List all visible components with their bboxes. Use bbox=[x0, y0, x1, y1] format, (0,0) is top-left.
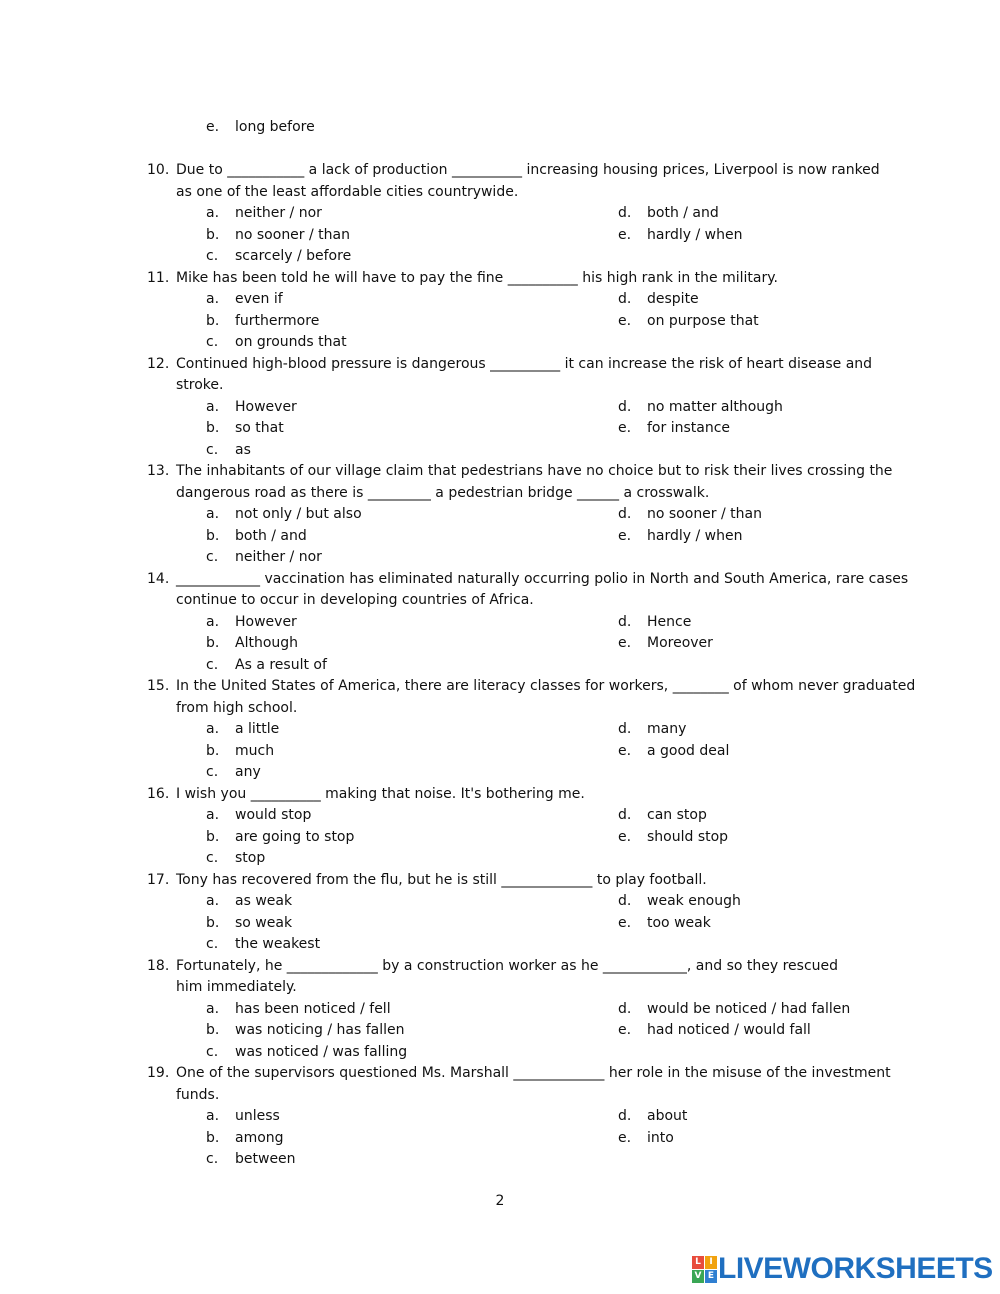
option-text: has been noticed / fell bbox=[235, 1000, 391, 1017]
option-letter: a. bbox=[206, 506, 220, 522]
option-letter: b. bbox=[206, 742, 220, 759]
option-letter: d. bbox=[618, 506, 632, 522]
option-text: the weakest bbox=[235, 936, 321, 952]
option-letter: a. bbox=[206, 1108, 220, 1124]
option-text: many bbox=[647, 721, 687, 737]
logo-block: E bbox=[705, 1270, 717, 1283]
option-text: as weak bbox=[235, 893, 293, 909]
option-letter: c. bbox=[206, 1043, 219, 1060]
option-letter: e. bbox=[618, 828, 632, 845]
option-text: even if bbox=[235, 291, 283, 307]
option-text: so that bbox=[235, 420, 284, 436]
option-text: no matter although bbox=[647, 398, 783, 415]
option-letter: d. bbox=[618, 613, 632, 630]
option-letter: b. bbox=[206, 527, 220, 544]
option-letter: d. bbox=[618, 721, 632, 737]
question-number: 16. bbox=[147, 785, 170, 802]
option-letter: a. bbox=[206, 205, 220, 221]
option-letter: a. bbox=[206, 721, 220, 737]
question-text: funds. bbox=[176, 1086, 220, 1103]
option-text: was noticed / was falling bbox=[235, 1043, 408, 1060]
question-text: I wish you __________ making that noise. It's bothering me. bbox=[176, 785, 585, 802]
option-letter: e. bbox=[618, 1022, 632, 1038]
option-text: unless bbox=[235, 1108, 280, 1124]
question-text: In the United States of America, there are literacy classes for workers, ________ of whom never graduated bbox=[176, 678, 916, 694]
question-text: ____________ vaccination has eliminated naturally occurring polio in North and South America, rare cases bbox=[176, 570, 909, 587]
option-letter: b. bbox=[206, 914, 220, 931]
question-text: from high school. bbox=[176, 699, 298, 716]
option-letter: a. bbox=[206, 1000, 220, 1017]
option-letter: c. bbox=[206, 549, 219, 565]
option-text: much bbox=[235, 742, 275, 759]
option-letter: b. bbox=[206, 226, 220, 243]
option-text: would be noticed / had fallen bbox=[647, 1000, 851, 1017]
logo-block: V bbox=[692, 1270, 704, 1283]
option-text: not only / but also bbox=[235, 506, 362, 522]
option-text: Moreover bbox=[647, 635, 713, 651]
question-number: 12. bbox=[147, 355, 170, 372]
question-number: 10. bbox=[147, 162, 170, 178]
option-text: into bbox=[647, 1129, 674, 1146]
option-text: Hence bbox=[647, 613, 692, 630]
option-letter: e. bbox=[206, 119, 220, 135]
option-letter: d. bbox=[618, 205, 632, 221]
option-letter: b. bbox=[206, 1022, 220, 1038]
option-text: despite bbox=[647, 291, 699, 307]
question-text: continue to occur in developing countries of Africa. bbox=[176, 592, 534, 608]
logo-block: I bbox=[705, 1256, 717, 1269]
option-letter: e. bbox=[618, 1129, 632, 1146]
option-letter: d. bbox=[618, 1000, 632, 1017]
option-letter: c. bbox=[206, 441, 219, 458]
option-letter: d. bbox=[618, 893, 632, 909]
option-letter: a. bbox=[206, 398, 220, 415]
option-text: weak enough bbox=[647, 893, 741, 909]
option-text: between bbox=[235, 1151, 296, 1167]
option-letter: e. bbox=[618, 742, 632, 759]
option-text: about bbox=[647, 1108, 688, 1124]
option-text: furthermore bbox=[235, 312, 320, 329]
option-letter: b. bbox=[206, 635, 220, 651]
option-letter: a. bbox=[206, 613, 220, 630]
option-text: should stop bbox=[647, 828, 729, 845]
option-letter: d. bbox=[618, 1108, 632, 1124]
option-text: neither / nor bbox=[235, 205, 322, 221]
question-number: 19. bbox=[147, 1065, 170, 1081]
question-number: 13. bbox=[147, 463, 170, 479]
option-letter: c. bbox=[206, 850, 219, 866]
option-letter: b. bbox=[206, 420, 220, 436]
option-text: neither / nor bbox=[235, 549, 322, 565]
question-text: One of the supervisors questioned Ms. Marshall _____________ her role in the misuse of the investment bbox=[176, 1065, 891, 1081]
option-letter: c. bbox=[206, 764, 219, 780]
option-letter: c. bbox=[206, 656, 219, 673]
option-text: As a result of bbox=[235, 656, 327, 673]
option-letter: a. bbox=[206, 291, 220, 307]
option-text: stop bbox=[235, 850, 266, 866]
option-letter: d. bbox=[618, 807, 632, 823]
option-text: Although bbox=[235, 635, 299, 651]
option-letter: c. bbox=[206, 936, 219, 952]
logo-block: L bbox=[692, 1256, 704, 1269]
question-text: as one of the least affordable cities countrywide. bbox=[176, 183, 519, 200]
option-letter: c. bbox=[206, 334, 219, 350]
option-letter: e. bbox=[618, 420, 632, 436]
question-text: Mike has been told he will have to pay the fine __________ his high rank in the military. bbox=[176, 269, 778, 286]
option-text: both / and bbox=[235, 527, 307, 544]
option-text: as bbox=[235, 441, 251, 458]
question-text: stroke. bbox=[176, 377, 224, 393]
question-text: Tony has recovered from the flu, but he is still _____________ to play football. bbox=[176, 871, 707, 888]
question-number: 11. bbox=[147, 269, 170, 286]
option-letter: b. bbox=[206, 312, 220, 329]
page-number: 2 bbox=[495, 1193, 505, 1209]
option-text: no sooner / than bbox=[235, 226, 350, 243]
option-letter: a. bbox=[206, 893, 220, 909]
option-letter: d. bbox=[618, 291, 632, 307]
question-number: 14. bbox=[147, 570, 170, 587]
option-text: any bbox=[235, 764, 261, 780]
option-letter: d. bbox=[618, 398, 632, 415]
option-text: was noticing / has fallen bbox=[235, 1022, 405, 1038]
option-letter: e. bbox=[618, 635, 632, 651]
option-text: a good deal bbox=[647, 742, 730, 759]
option-text: a little bbox=[235, 721, 280, 737]
option-letter: e. bbox=[618, 914, 632, 931]
option-letter: b. bbox=[206, 828, 220, 845]
option-text: had noticed / would fall bbox=[647, 1022, 811, 1038]
option-letter: e. bbox=[618, 312, 632, 329]
option-letter: a. bbox=[206, 807, 220, 823]
option-text: both / and bbox=[647, 205, 719, 221]
option-text: for instance bbox=[647, 420, 731, 436]
option-text: long before bbox=[235, 119, 315, 135]
option-text: so weak bbox=[235, 914, 293, 931]
logo-text: LIVEWORKSHEETS bbox=[718, 1252, 993, 1285]
option-text: on grounds that bbox=[235, 334, 347, 350]
option-text: hardly / when bbox=[647, 226, 743, 243]
option-text: can stop bbox=[647, 807, 707, 823]
option-letter: c. bbox=[206, 248, 219, 264]
question-number: 15. bbox=[147, 678, 170, 694]
liveworksheets-logo bbox=[692, 1253, 993, 1285]
option-text: However bbox=[235, 613, 297, 630]
option-text: too weak bbox=[647, 914, 711, 931]
question-text: The inhabitants of our village claim that pedestrians have no choice but to risk their lives crossing the bbox=[176, 463, 893, 479]
option-letter: e. bbox=[618, 226, 632, 243]
question-number: 18. bbox=[147, 957, 170, 974]
option-letter: b. bbox=[206, 1129, 220, 1146]
option-text: would stop bbox=[235, 807, 312, 823]
question-number: 17. bbox=[147, 871, 170, 888]
option-letter: c. bbox=[206, 1151, 219, 1167]
option-text: scarcely / before bbox=[235, 248, 352, 264]
option-text: on purpose that bbox=[647, 312, 759, 329]
option-text: hardly / when bbox=[647, 527, 743, 544]
question-text: Due to ___________ a lack of production __________ increasing housing prices, Liverpool is now ranked bbox=[176, 162, 880, 178]
option-text: However bbox=[235, 398, 297, 415]
question-text: Fortunately, he _____________ by a construction worker as he ____________, and so they rescued bbox=[176, 957, 839, 974]
option-text: no sooner / than bbox=[647, 506, 762, 522]
live-blocks-icon bbox=[692, 1256, 716, 1282]
question-text: Continued high-blood pressure is dangerous __________ it can increase the risk of heart disease and bbox=[176, 355, 873, 372]
question-text: him immediately. bbox=[176, 979, 297, 995]
question-text: dangerous road as there is _________ a pedestrian bridge ______ a crosswalk. bbox=[176, 484, 710, 501]
option-text: among bbox=[235, 1129, 284, 1146]
option-text: are going to stop bbox=[235, 828, 355, 845]
option-letter: e. bbox=[618, 527, 632, 544]
